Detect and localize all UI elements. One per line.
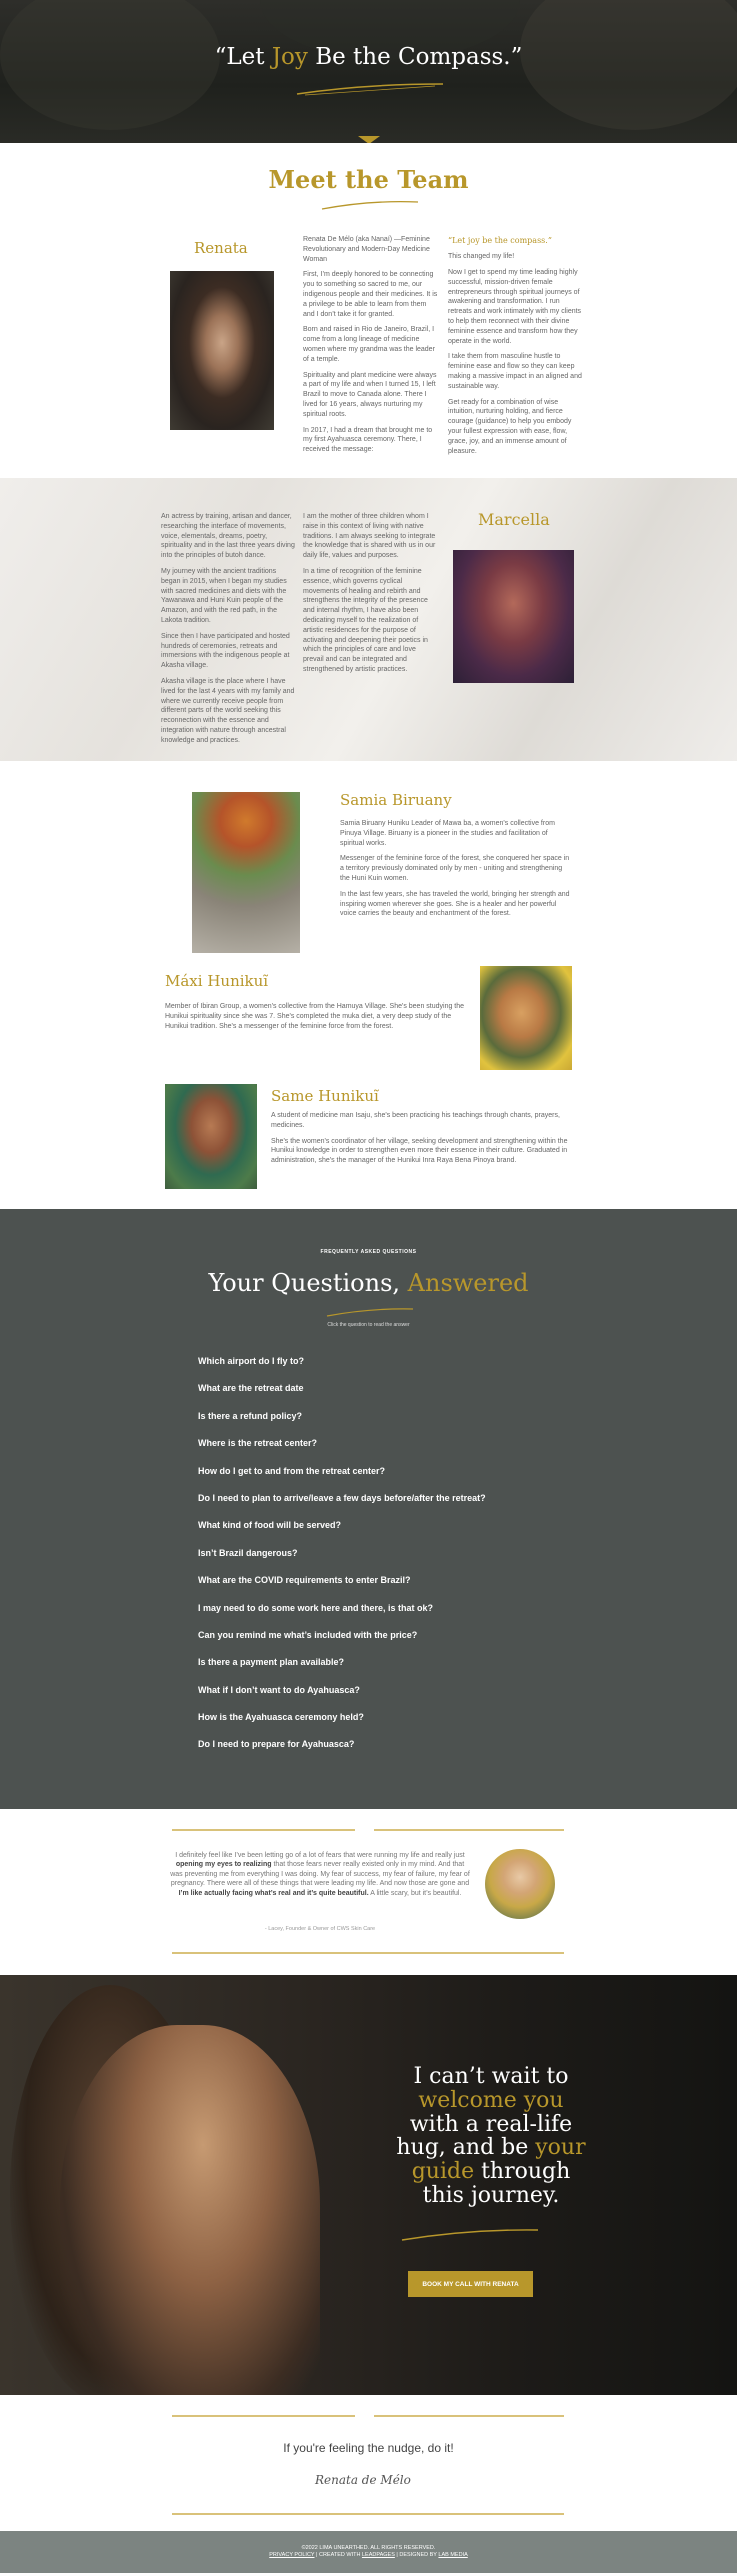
- renata-bio-paragraph: I take them from masculine hustle to feminine ease and flow so they can keep making a massive impact in an aligned and sustainable way.: [448, 353, 582, 390]
- book-call-button[interactable]: BOOK MY CALL WITH RENATA: [408, 2271, 533, 2297]
- marcella-section: [0, 478, 737, 761]
- same-bio-paragraph: A student of medicine man Isaju, she's been practicing his teachings through chants, prayers, medicines.: [271, 1112, 560, 1129]
- cta-swash-ornament: [400, 2227, 540, 2243]
- nudge-line: If you're feeling the nudge, do it!: [283, 2441, 454, 2455]
- faq-question[interactable]: Isn’t Brazil dangerous?: [198, 1547, 298, 1558]
- renata-bio-paragraph: This changed my life!: [448, 253, 515, 261]
- hero-swash-ornament: [295, 80, 445, 98]
- faq-question[interactable]: How do I get to and from the retreat center?: [198, 1465, 386, 1476]
- samia-name: Samia Biruany: [340, 791, 452, 809]
- divider: [172, 1829, 355, 1831]
- leadpages-link[interactable]: LEADPAGES: [361, 2552, 395, 2559]
- faq-question[interactable]: Can you remind me what’s included with the price?: [198, 1629, 418, 1640]
- faq-question[interactable]: What are the retreat date: [198, 1383, 304, 1394]
- faq-question[interactable]: What kind of food will be served?: [198, 1520, 342, 1531]
- faq-hint: Click the question to read the answer: [327, 1322, 410, 1328]
- maxi-bio: [165, 1002, 465, 1037]
- faq-question[interactable]: I may need to do some work here and there, is that ok?: [198, 1602, 434, 1613]
- same-name: Same Hunikuĩ: [271, 1087, 379, 1105]
- renata-bio-paragraph: Get ready for a combination of wise intuition, nurturing holding, and fierce courage (guidance) to help you embody your fullest expression with ease, flow, grace, joy, and an immense amount of pleasure.: [448, 398, 572, 455]
- renata-bio-paragraph: First, I’m deeply honored to be connecting you to something so sacred to me, our indigenous people and their medicines. It is a privilege to be able to learn from them and I don’t take it for granted.: [303, 271, 438, 318]
- faq-question[interactable]: What are the COVID requirements to enter Brazil?: [198, 1575, 411, 1586]
- footer-links: PRIVACY POLICY | CREATED WITH LEADPAGES | DESIGNED BY LAB MEDIA: [269, 2552, 468, 2559]
- renata-bio-paragraph: Now I get to spend my time leading highly successful, mission-driven female entrepreneurs through spiritual journeys of awakening and transformation. I run retreats and work intimately with my clients to help them reconnect with their divine feminine essence and transform how they operate in the world.: [448, 268, 582, 345]
- samia-bio: [340, 819, 572, 925]
- cta-heading: I can’t wait to welcome you with a real-life hug, and be your guide through this journey.: [396, 2064, 586, 2208]
- samia-bio-paragraph: Samia Biruany Huniku Leader of Mawa ba, a women's collective from Pinuya Village. Biruany is a pioneer in the studies and facilitation of spiritual works.: [340, 820, 555, 847]
- faq-question[interactable]: Is there a refund policy?: [198, 1410, 303, 1421]
- faq-list: [198, 1356, 486, 1767]
- renata-photo: [170, 271, 274, 430]
- same-bio: [271, 1111, 572, 1172]
- testimonial-avatar: [485, 1849, 555, 1919]
- marcella-bio-paragraph: Akasha village is the place where I have lived for the last 4 years with my family and where we currently receive people from different parts of the world seeking this reconnection with the essence and integration with nature through ancestral knowledge and practices.: [161, 677, 295, 744]
- samia-bio-paragraph: Messenger of the feminine force of the forest, she conquered her space in a territory previously dominated only by men - uniting and strengthening the Huni Kuin women.: [340, 855, 570, 882]
- faq-section: [0, 1209, 737, 1809]
- renata-quote: “Let joy be the compass.”: [448, 236, 552, 245]
- hero-notch-marker: [358, 136, 380, 143]
- renata-name: Renata: [194, 239, 248, 257]
- renata-bio-col-2: [448, 235, 583, 462]
- team-swash-ornament: [320, 198, 420, 212]
- faq-swash-ornament: [325, 1306, 415, 1318]
- faq-question[interactable]: Where is the retreat center?: [198, 1438, 318, 1449]
- same-photo: [165, 1084, 257, 1189]
- renata-bio-col-1: [303, 235, 438, 461]
- same-bio-paragraph: She's the women's coordinator of her village, seeking development and strengthening within the Hunikui knowledge in order to strengthen even more their essence in their culture. Graduated in administration, she's the manager of the Hunikui Inra Raya Bena Pinoya brand.: [271, 1137, 568, 1165]
- signature: Renata de Mélo: [315, 2473, 411, 2487]
- footer: [0, 2531, 737, 2573]
- divider: [172, 1952, 564, 1954]
- team-title: Meet the Team: [268, 165, 469, 194]
- faq-title: Your Questions, Answered: [208, 1269, 529, 1297]
- divider: [172, 2415, 355, 2417]
- maxi-name: Máxi Hunikuĩ: [165, 972, 269, 990]
- copyright: ©2022 LIMA UNEARTHED. ALL RIGHTS RESERVED.: [301, 2545, 436, 2551]
- samia-photo: [192, 792, 300, 953]
- marcella-bio-paragraph: In a time of recognition of the feminine essence, which governs cyclical movements of healing and rebirth and strengthens the integrity of the presence and internal rhythm, I have also been dedicating myself to the realization of artistic residences for the purpose of activating and deepening their poetics in which the principles of care and love prevail and can be integrated and strengthened by artistic practices.: [303, 567, 428, 673]
- faq-question[interactable]: What if I don’t want to do Ayahuasca?: [198, 1684, 360, 1695]
- faq-question[interactable]: Do I need to prepare for Ayahuasca?: [198, 1739, 355, 1750]
- faq-kicker: FREQUENTLY ASKED QUESTIONS: [320, 1249, 417, 1255]
- marcella-bio-paragraph: I am the mother of three children whom I raise in this context of living with native traditions. I am always seeking to integrate the knowledge that is shared with us in our daily life, values and purposes.: [303, 513, 436, 560]
- testimonial-section: [0, 1809, 737, 1975]
- faq-question[interactable]: How is the Ayahuasca ceremony held?: [198, 1712, 364, 1723]
- marcella-bio-paragraph: An actress by training, artisan and dancer, researching the interface of movements, voice, elementals, dreams, poetry, spirituality and in the last three years diving into the principles of butoh dance.: [161, 513, 295, 560]
- samia-bio-paragraph: In the last few years, she has traveled the world, bringing her strength and inspiring women wherever she goes. She is a healer and her powerful voice carries the beauty and enchantment of the forest.: [340, 890, 570, 918]
- faq-question[interactable]: Which airport do I fly to?: [198, 1356, 304, 1366]
- nudge-section: [0, 2395, 737, 2531]
- renata-bio-paragraph: Born and raised in Rio de Janeiro, Brazil, I come from a long lineage of medicine women where my grandma was the leader of a temple.: [303, 326, 435, 363]
- maxi-photo: [480, 966, 572, 1070]
- testimonial-cite: - Lacey, Founder & Owner of CWS Skin Care: [264, 1926, 376, 1932]
- members-section: [0, 761, 737, 1209]
- meet-the-team-section: [0, 143, 737, 478]
- renata-bio-paragraph: Spirituality and plant medicine were always a part of my life and when I turned 15, I left Brazil to move to Canada alone. There I lived for 16 years, always nurturing my spiritual roots.: [303, 371, 437, 418]
- divider: [374, 2415, 564, 2417]
- divider: [172, 2513, 564, 2515]
- marcella-photo: [453, 550, 574, 683]
- designer-link[interactable]: LAB MEDIA: [438, 2552, 468, 2559]
- testimonial-quote: I definitely feel like I’ve been letting go of a lot of fears that were running my life and really just opening my eyes to realizing that those fears never really existed only in my mind. And that was preventing me from everything I was doing. My fear of success, my fear of failure, my fear of pregnancy. There were all of these things that were leading my life. And now those are gone and I’m like actually facing what’s real and it’s quite beautiful. A little scary, but it’s beautiful.: [170, 1852, 470, 1897]
- marcella-bio-paragraph: My journey with the ancient traditions began in 2015, when I began my studies with sacred medicines and diets with the Yawanawa and Huni Kuin people of the Amazon, and with the red path, in the Lakota tradition.: [161, 567, 287, 624]
- privacy-policy-link[interactable]: PRIVACY POLICY: [269, 2552, 315, 2559]
- hero-quote: “Let Joy Be the Compass.”: [214, 44, 523, 70]
- cta-photo-woman: [60, 2025, 320, 2395]
- marcella-name: Marcella: [478, 510, 550, 529]
- faq-question[interactable]: Is there a payment plan available?: [198, 1657, 345, 1668]
- cta-section: [0, 1975, 737, 2395]
- hero-banner: [0, 0, 737, 143]
- marcella-bio-col-2: [303, 512, 438, 681]
- maxi-bio-paragraph: Member of Ibiran Group, a women's collective from the Hamuya Village. She's been studying the Hunikui spirituality since she was 7. She's completed the muka diet, a very deep study of the Hunikui tradition. She's a messenger of the feminine force from the forest.: [165, 1003, 465, 1030]
- renata-bio-paragraph: In 2017, I had a dream that brought me to my first Ayahuasca ceremony. There, I received the message:: [303, 426, 433, 454]
- faq-question[interactable]: Do I need to plan to arrive/leave a few days before/after the retreat?: [198, 1492, 486, 1503]
- marcella-bio-col-1: [161, 512, 296, 752]
- renata-intro: Renata De Mélo (aka Nanaí) —Feminine Revolutionary and Modern-Day Medicine Woman: [303, 236, 430, 263]
- divider: [374, 1829, 564, 1831]
- marcella-bio-paragraph: Since then I have participated and hosted hundreds of ceremonies, retreats and immersions with the indigenous people at Akasha village.: [161, 632, 290, 670]
